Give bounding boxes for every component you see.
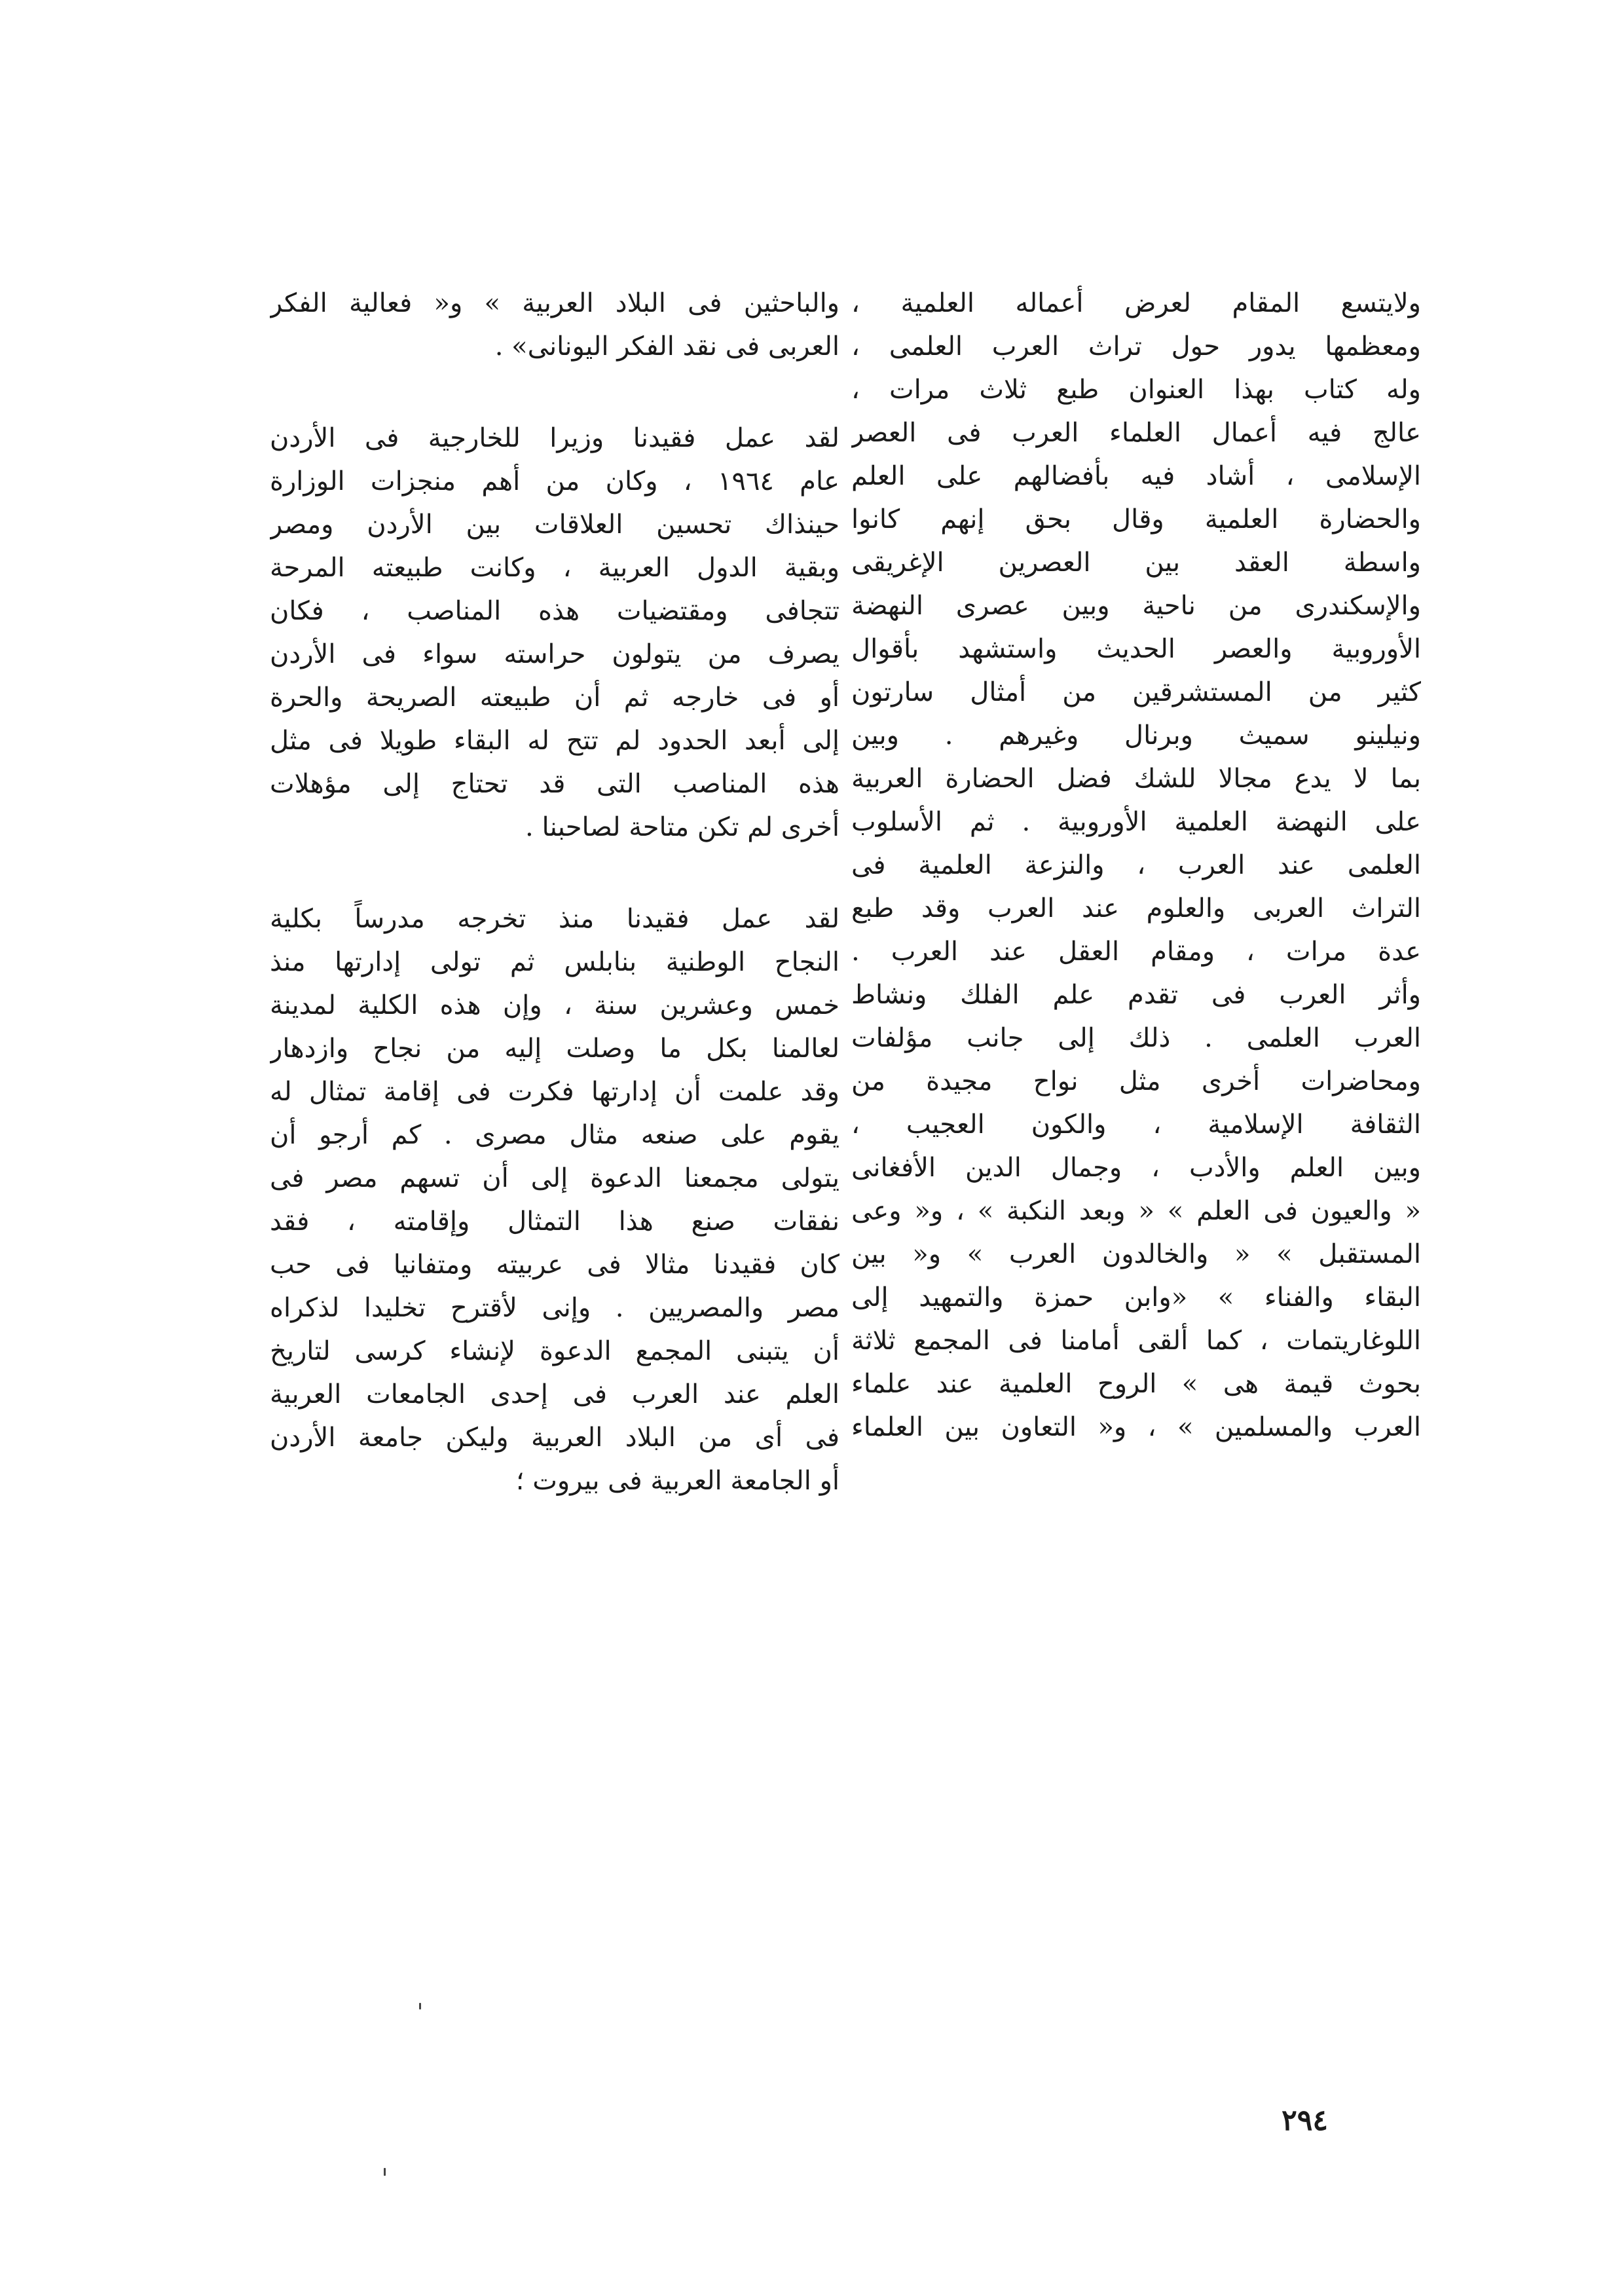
- text-line: العرب والمسلمين » ، و« التعاون بين العلماء: [851, 1412, 1421, 1442]
- text-line: كان فقيدنا مثالا فى عربيته ومتفانيا فى حب: [270, 1250, 840, 1280]
- text-line: يصرف من يتولون حراسته سواء فى الأردن: [270, 639, 840, 669]
- text-line: كثير من المستشرقين من أمثال سارتون: [851, 677, 1421, 707]
- text-line: العربى فى نقد الفكر اليونانى» .: [494, 331, 840, 362]
- text-line: البقاء والفناء » «وابن حمزة والتمهيد إلى: [851, 1282, 1421, 1313]
- scan-speck: [419, 2003, 421, 2009]
- page-number: ٢٩٤: [1282, 2104, 1328, 2137]
- text-line: لعالمنا بكل ما وصلت إليه من نجاح وازدهار: [270, 1034, 840, 1064]
- text-line: يقوم على صنعه مثال مصرى . كم أرجو أن: [270, 1120, 840, 1150]
- text-line: نفقات صنع هذا التمثال وإقامته ، فقد: [270, 1206, 840, 1237]
- text-line: والحضارة العلمية وقال بحق إنهم كانوا: [851, 504, 1421, 534]
- paragraph-gap: [270, 368, 840, 417]
- text-line: ولايتسع المقام لعرض أعماله العلمية ،: [851, 288, 1421, 318]
- text-line: حينذاك تحسين العلاقات بين الأردن ومصر: [270, 510, 840, 540]
- text-line: بما لا يدع مجالا للشك فضل الحضارة العربية: [851, 764, 1421, 794]
- text-line: وأثر العرب فى تقدم علم الفلك ونشاط: [851, 980, 1421, 1010]
- text-line: ومحاضرات أخرى مثل نواح مجيدة من: [851, 1066, 1421, 1096]
- text-line: أخرى لم تكن متاحة لصاحبنا .: [525, 812, 840, 842]
- text-line: وقد علمت أن إدارتها فكرت فى إقامة تمثال له: [270, 1077, 840, 1107]
- paragraph: [270, 417, 840, 849]
- text-line: عدة مرات ، ومقام العقل عند العرب .: [851, 937, 1421, 967]
- text-line: ونيلينو سميث وبرنال وغيرهم . وبين: [851, 720, 1421, 751]
- text-line: العرب العلمى . ذلك إلى جانب مؤلفات: [851, 1023, 1421, 1053]
- text-line: والباحثين فى البلاد العربية » و« فعالية الفكر: [270, 288, 840, 318]
- text-line: المستقبل » « والخالدون العرب » و« بين: [851, 1239, 1421, 1269]
- text-line: الأوروبية والعصر الحديث واستشهد بأقوال: [851, 634, 1421, 664]
- text-line: عام ١٩٦٤ ، وكان من أهم منجزات الوزارة: [270, 466, 840, 496]
- text-line: فى أى من البلاد العربية وليكن جامعة الأردن: [270, 1423, 840, 1453]
- text-line: وله كتاب بهذا العنوان طبع ثلاث مرات ،: [851, 375, 1421, 405]
- text-line: وبقية الدول العربية ، وكانت طبيعته المرحة: [270, 553, 840, 583]
- paragraph: [270, 897, 840, 1502]
- scan-speck: [384, 2168, 386, 2176]
- text-line: أو فى خارجه ثم أن طبيعته الصريحة والحرة: [270, 682, 840, 713]
- text-line: أو الجامعة العربية فى بيروت ؛: [515, 1466, 840, 1496]
- text-line: العلم عند العرب فى إحدى الجامعات العربية: [270, 1379, 840, 1409]
- paragraph-gap: [270, 849, 840, 897]
- text-line: خمس وعشرين سنة ، وإن هذه الكلية لمدينة: [270, 990, 840, 1020]
- text-line: واسطة العقد بين العصرين الإغريقى: [851, 548, 1421, 578]
- text-line: « والعيون فى العلم » « وبعد النكبة » ، و« وعى: [851, 1196, 1421, 1226]
- text-line: هذه المناصب التى قد تحتاج إلى مؤهلات: [270, 769, 840, 799]
- text-line: بحوث قيمة هى » الروح العلمية عند علماء: [851, 1369, 1421, 1399]
- text-line: لقد عمل فقيدنا منذ تخرجه مدرساً بكلية: [270, 904, 840, 934]
- right-text-column: [851, 282, 1421, 1449]
- left-text-column: [270, 282, 840, 1502]
- text-line: العلمى عند العرب ، والنزعة العلمية فى: [851, 850, 1421, 880]
- text-line: الثقافة الإسلامية ، والكون العجيب ،: [851, 1110, 1421, 1140]
- text-line: والإسكندرى من ناحية وبين عصرى النهضة: [851, 591, 1421, 621]
- text-line: مصر والمصريين . وإنى لأقترح تخليدا لذكراه: [270, 1293, 840, 1323]
- text-line: على النهضة العلمية الأوروبية . ثم الأسلوب: [851, 807, 1421, 837]
- text-line: يتولى مجمعنا الدعوة إلى أن تسهم مصر فى: [270, 1163, 840, 1193]
- text-line: وبين العلم والأدب ، وجمال الدين الأفغانى: [851, 1153, 1421, 1183]
- text-line: لقد عمل فقيدنا وزيرا للخارجية فى الأردن: [270, 423, 840, 453]
- text-line: التراث العربى والعلوم عند العرب وقد طبع: [851, 893, 1421, 924]
- text-line: اللوغاريتمات ، كما ألقى أمامنا فى المجمع ثلاثة: [851, 1326, 1421, 1356]
- text-line: الإسلامى ، أشاد فيه بأفضالهم على العلم: [851, 461, 1421, 491]
- text-line: إلى أبعد الحدود لم تتح له البقاء طويلا فى مثل: [270, 726, 840, 756]
- paragraph: [270, 282, 840, 368]
- text-line: تتجافى ومقتضيات هذه المناصب ، فكان: [270, 596, 840, 626]
- text-line: ومعظمها يدور حول تراث العرب العلمى ،: [851, 331, 1421, 362]
- text-line: عالج فيه أعمال العلماء العرب فى العصر: [851, 418, 1421, 448]
- text-line: النجاح الوطنية بنابلس ثم تولى إدارتها منذ: [270, 947, 840, 977]
- text-line: أن يتبنى المجمع الدعوة لإنشاء كرسى لتاريخ: [270, 1336, 840, 1366]
